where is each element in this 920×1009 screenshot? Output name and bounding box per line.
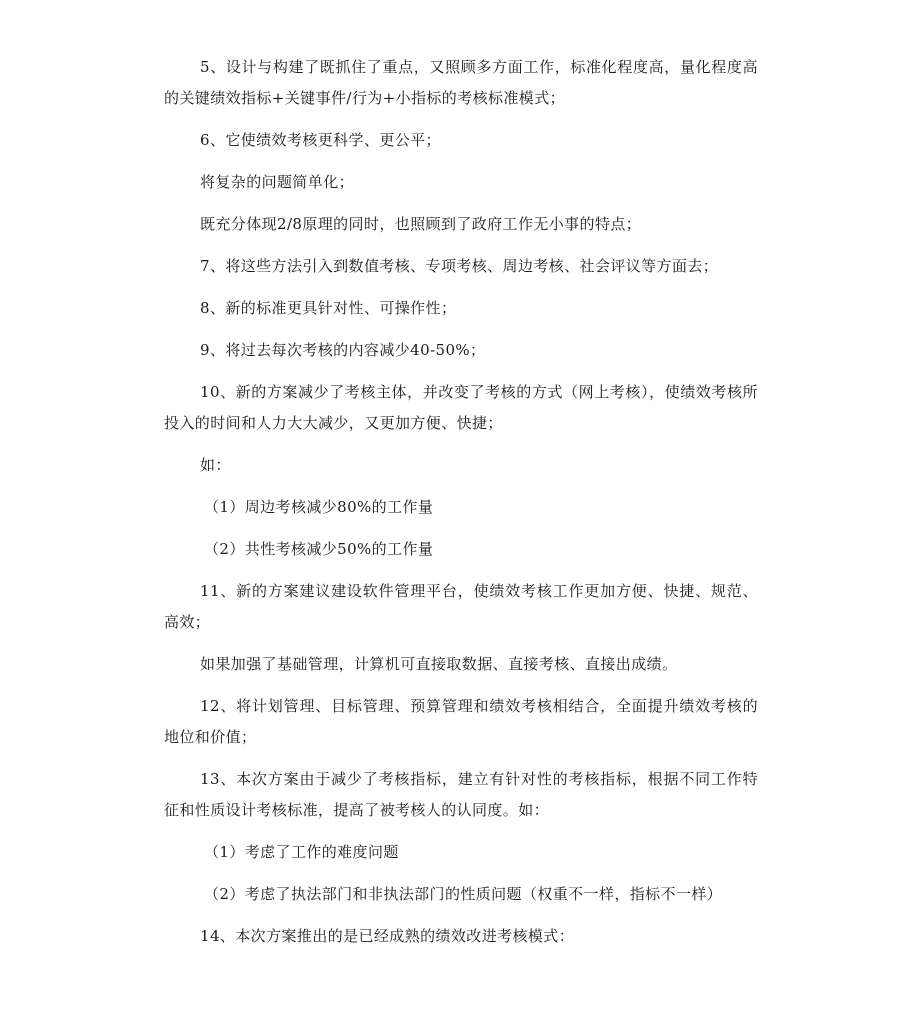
paragraph-12: 12、将计划管理、目标管理、预算管理和绩效考核相结合，全面提升绩效考核的地位和价值；: [164, 697, 758, 746]
paragraph-basic-management: 如果加强了基础管理，计算机可直接取数据、直接考核、直接出成绩。: [200, 655, 678, 673]
paragraph-13: 13、本次方案由于减少了考核指标，建立有针对性的考核指标，根据不同工作特征和性质设计考核标准，提高了被考核人的认同度。如：: [164, 770, 758, 819]
paragraph-example-1: （1）周边考核减少80%的工作量: [204, 498, 434, 516]
paragraph-7: 7、将这些方法引入到数值考核、专项考核、周边考核、社会评议等方面去；: [200, 257, 719, 275]
paragraph-11: 11、新的方案建议建设软件管理平台，使绩效考核工作更加方便、快捷、规范、高效；: [164, 582, 758, 631]
paragraph-13-item-1: （1）考虑了工作的难度问题: [204, 843, 399, 861]
paragraph-example-intro: 如：: [200, 456, 231, 474]
paragraph-13-item-2: （2）考虑了执法部门和非执法部门的性质问题（权重不一样，指标不一样）: [204, 885, 723, 903]
paragraph-simplify: 将复杂的问题简单化；: [200, 173, 355, 191]
paragraph-10: 10、新的方案减少了考核主体，并改变了考核的方式（网上考核），使绩效考核所投入的时间和人力大大减少，又更加方便、快捷；: [164, 383, 758, 432]
paragraph-9: 9、将过去每次考核的内容减少40-50%；: [200, 341, 486, 359]
paragraph-example-2: （2）共性考核减少50%的工作量: [204, 540, 434, 558]
paragraph-6: 6、它使绩效考核更科学、更公平；: [200, 131, 441, 149]
paragraph-pareto: 既充分体现2/8原理的同时，也照顾到了政府工作无小事的特点；: [200, 215, 642, 233]
document-body: [164, 52, 758, 963]
paragraph-14: 14、本次方案推出的是已经成熟的绩效改进考核模式：: [200, 927, 575, 945]
paragraph-8: 8、新的标准更具针对性、可操作性；: [200, 299, 457, 317]
paragraph-5: 5、设计与构建了既抓住了重点，又照顾多方面工作，标准化程度高，量化程度高的关键绩效指标+关键事件/行为+小指标的考核标准模式；: [164, 58, 758, 107]
